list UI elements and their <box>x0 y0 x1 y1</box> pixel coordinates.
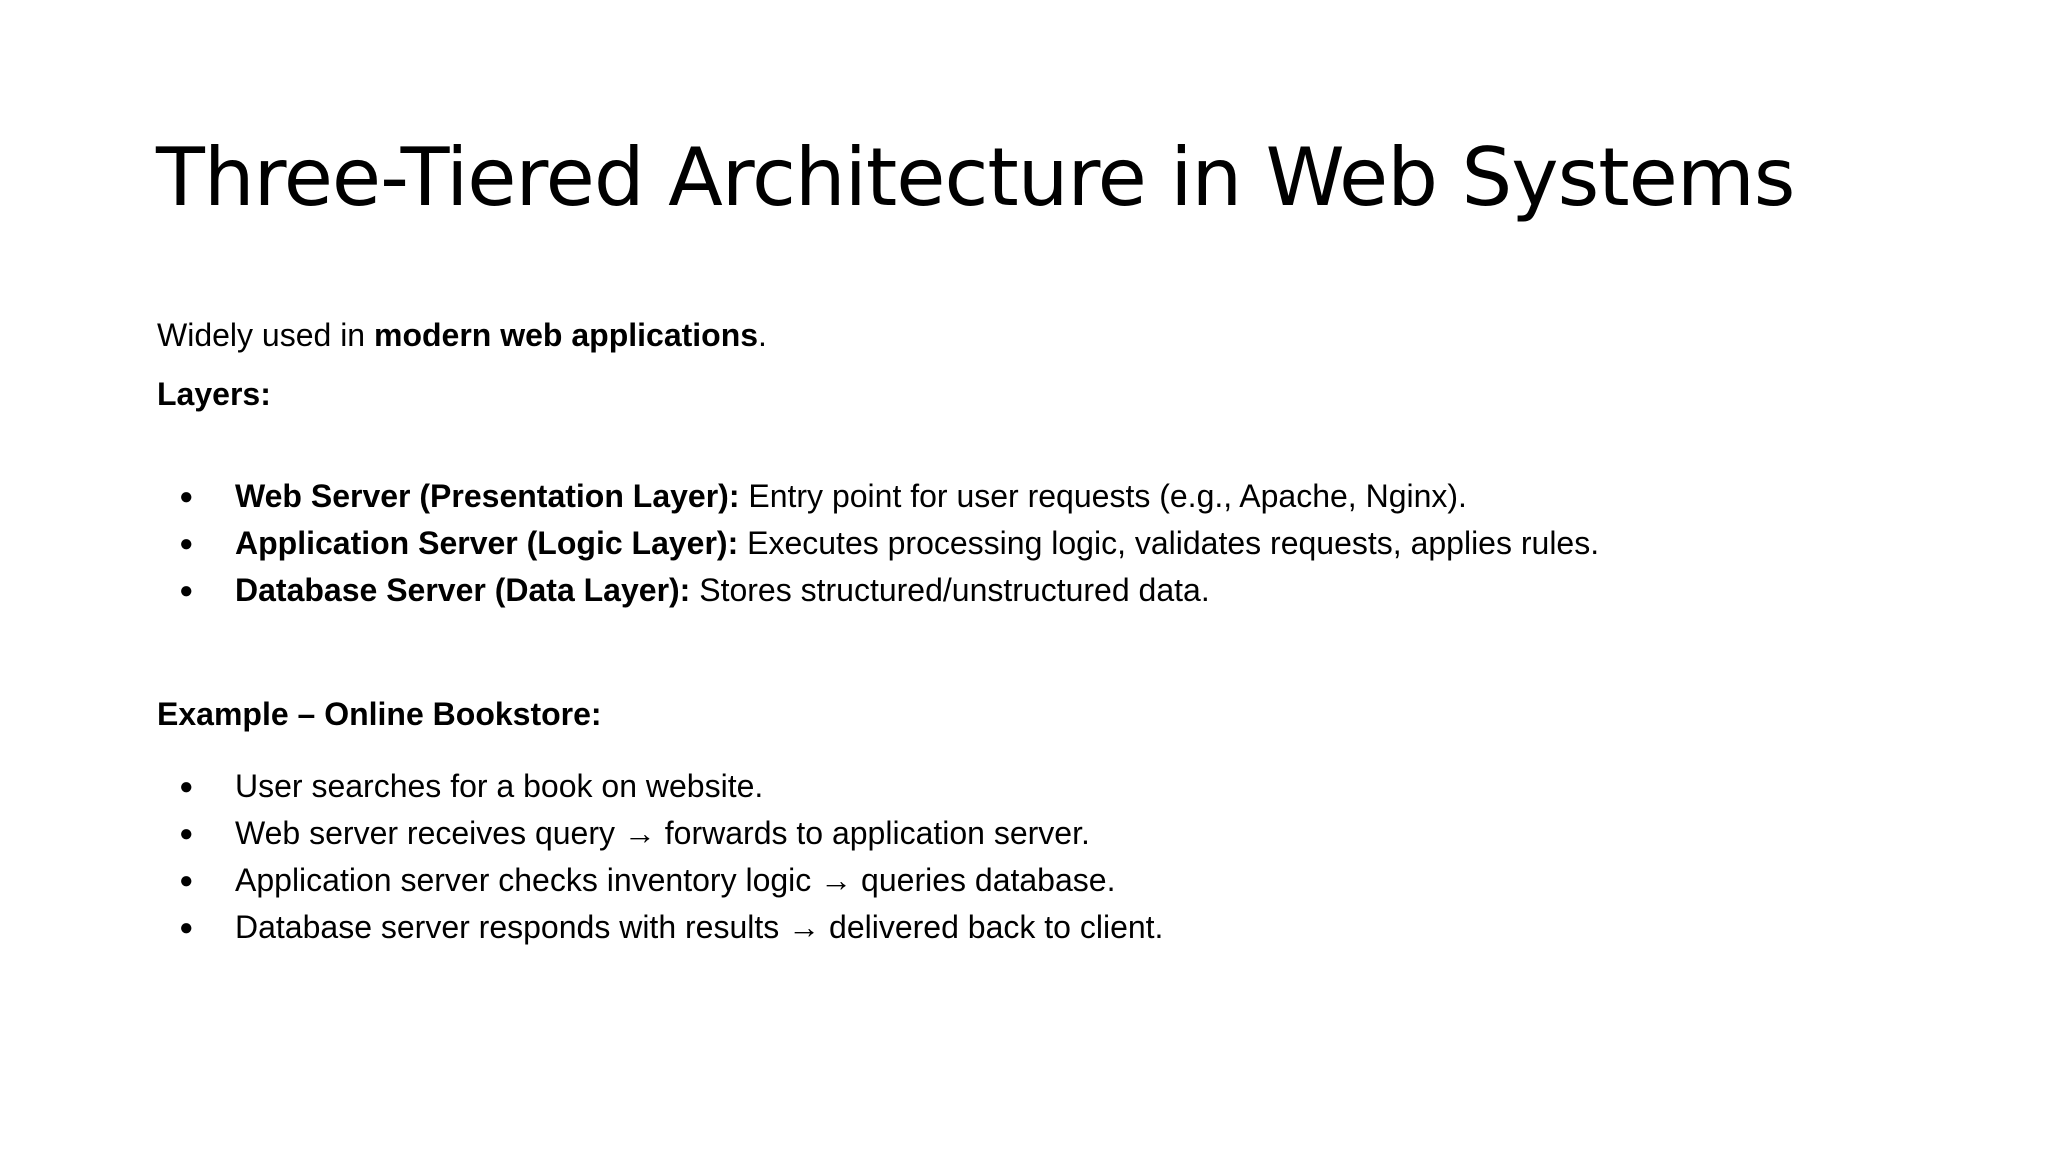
bullet-icon: ● <box>179 530 194 557</box>
bullet-icon: ● <box>179 577 194 604</box>
intro-text <box>157 312 767 359</box>
example-heading: Example – Online Bookstore: <box>157 696 602 732</box>
layers-list <box>157 473 1599 614</box>
list-item <box>157 763 1163 810</box>
list-item <box>157 567 1599 614</box>
bullet-icon: ● <box>179 820 194 847</box>
example-step: Web server receives query → forwards to application server. <box>235 815 1090 851</box>
intro-prefix: Widely used in <box>157 317 374 353</box>
bullet-icon: ● <box>179 773 194 800</box>
layer-term: Database Server (Data Layer): <box>235 572 691 608</box>
intro-suffix: . <box>758 317 767 353</box>
example-steps-list <box>157 763 1163 951</box>
list-item <box>157 904 1163 951</box>
bullet-icon: ● <box>179 914 194 941</box>
list-item <box>157 857 1163 904</box>
example-step: Database server responds with results → delivered back to client. <box>235 909 1164 945</box>
layer-description: Executes processing logic, validates requests, applies rules. <box>738 525 1600 561</box>
example-step: Application server checks inventory logic → queries database. <box>235 862 1116 898</box>
bullet-icon: ● <box>179 867 194 894</box>
example-step: User searches for a book on website. <box>235 768 764 804</box>
layer-term: Application Server (Logic Layer): <box>235 525 739 561</box>
slide-title: Three-Tiered Architecture in Web Systems <box>156 131 1795 224</box>
list-item <box>157 810 1163 857</box>
layer-description: Stores structured/unstructured data. <box>690 572 1210 608</box>
layer-term: Web Server (Presentation Layer): <box>235 478 740 514</box>
bullet-icon: ● <box>179 483 194 510</box>
intro-emphasis: modern web applications <box>373 317 759 353</box>
list-item <box>157 520 1599 567</box>
list-item <box>157 473 1599 520</box>
layers-heading: Layers: <box>157 376 271 412</box>
layer-description: Entry point for user requests (e.g., Apache, Nginx). <box>739 478 1467 514</box>
